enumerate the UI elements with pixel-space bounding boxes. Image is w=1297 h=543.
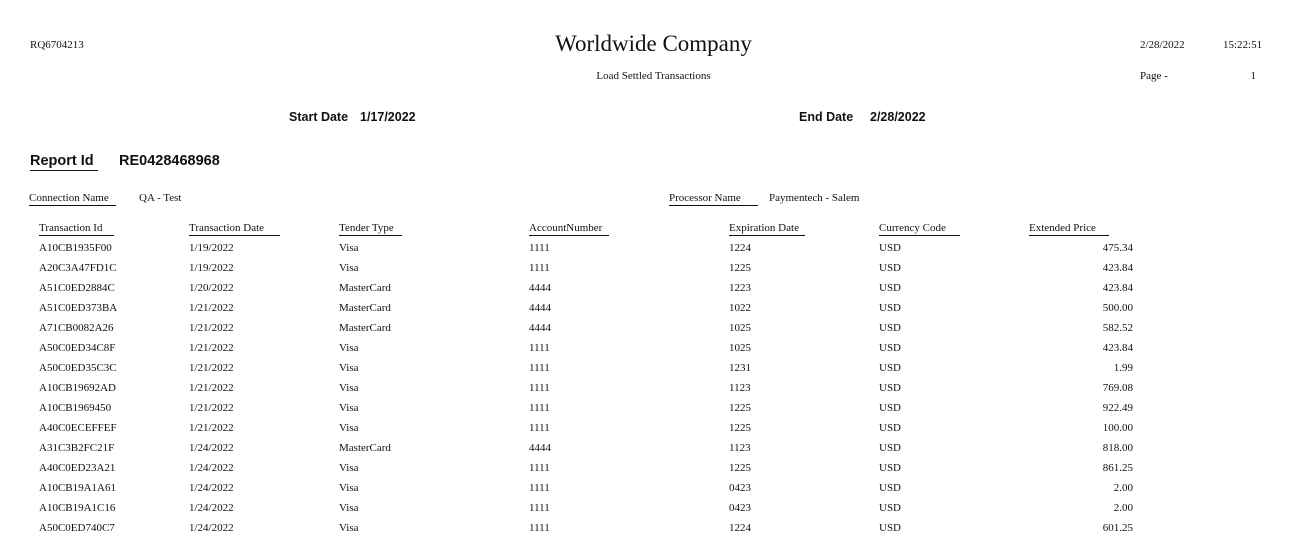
extended-price-cell: 423.84: [1102, 262, 1133, 274]
tender-type-cell: Visa: [339, 382, 359, 394]
print-date: 2/28/2022: [1140, 39, 1185, 51]
tender-type-cell: MasterCard: [339, 442, 391, 454]
account-number-cell: 4444: [529, 442, 551, 454]
column-header-transaction-id: Transaction Id: [39, 222, 114, 236]
account-number-cell: 1111: [529, 382, 550, 394]
account-number-cell: 1111: [529, 242, 550, 254]
tender-type-cell: Visa: [339, 262, 359, 274]
currency-code-cell: USD: [879, 382, 902, 394]
currency-code-cell: USD: [879, 282, 902, 294]
tender-type-cell: MasterCard: [339, 282, 391, 294]
tender-type-cell: MasterCard: [339, 322, 391, 334]
currency-code-cell: USD: [879, 362, 902, 374]
extended-price-cell: 423.84: [1102, 342, 1133, 354]
transaction-date-cell: 1/21/2022: [189, 422, 234, 434]
currency-code-cell: USD: [879, 482, 902, 494]
extended-price-cell: 100.00: [1102, 422, 1133, 434]
transaction-id-cell: A51C0ED373BA: [39, 302, 118, 314]
start-date-value: 1/17/2022: [360, 110, 416, 124]
account-number-cell: 4444: [529, 322, 551, 334]
tender-type-cell: Visa: [339, 362, 359, 374]
transaction-id-cell: A10CB1969450: [39, 402, 112, 414]
connection-name-value: QA - Test: [139, 192, 182, 204]
transaction-date-cell: 1/21/2022: [189, 322, 234, 334]
column-header-tender-type: Tender Type: [339, 222, 402, 236]
column-header-currency-code: Currency Code: [879, 222, 960, 236]
transaction-date-cell: 1/19/2022: [189, 242, 234, 254]
column-header-extended-price: Extended Price: [1029, 222, 1109, 236]
extended-price-cell: 500.00: [1102, 302, 1133, 314]
expiration-date-cell: 1123: [729, 382, 751, 394]
extended-price-cell: 769.08: [1102, 382, 1133, 394]
expiration-date-cell: 1022: [729, 302, 751, 314]
expiration-date-cell: 1025: [729, 342, 751, 354]
tender-type-cell: Visa: [339, 342, 359, 354]
column-header-account-number: AccountNumber: [529, 222, 609, 236]
tender-type-cell: Visa: [339, 242, 359, 254]
start-date-label: Start Date: [289, 110, 349, 124]
extended-price-cell: 1.99: [1113, 362, 1133, 374]
account-number-cell: 1111: [529, 342, 550, 354]
expiration-date-cell: 0423: [729, 502, 751, 514]
account-number-cell: 1111: [529, 482, 550, 494]
account-number-cell: 4444: [529, 282, 551, 294]
extended-price-cell: 475.34: [1102, 242, 1133, 254]
account-number-cell: 1111: [529, 462, 550, 474]
extended-price-cell: 861.25: [1102, 462, 1133, 474]
transaction-date-cell: 1/21/2022: [189, 342, 234, 354]
transaction-date-cell: 1/24/2022: [189, 462, 234, 474]
extended-price-cell: 423.84: [1102, 282, 1133, 294]
tender-type-cell: Visa: [339, 482, 359, 494]
tender-type-cell: Visa: [339, 462, 359, 474]
column-header-expiration-date: Expiration Date: [729, 222, 805, 236]
expiration-date-cell: 1025: [729, 322, 751, 334]
report-code: RQ6704213: [30, 39, 84, 51]
page-label: Page -: [1140, 70, 1168, 82]
currency-code-cell: USD: [879, 442, 902, 454]
expiration-date-cell: 1223: [729, 282, 751, 294]
transaction-date-cell: 1/24/2022: [189, 502, 234, 514]
report-id-label: Report Id: [30, 153, 98, 171]
account-number-cell: 1111: [529, 422, 550, 434]
tender-type-cell: Visa: [339, 402, 359, 414]
transaction-date-cell: 1/21/2022: [189, 362, 234, 374]
expiration-date-cell: 0423: [729, 482, 751, 494]
expiration-date-cell: 1231: [729, 362, 751, 374]
currency-code-cell: USD: [879, 522, 902, 534]
transaction-id-cell: A51C0ED2884C: [39, 282, 115, 294]
account-number-cell: 4444: [529, 302, 551, 314]
transaction-date-cell: 1/21/2022: [189, 302, 234, 314]
report-id-value: RE0428468968: [119, 153, 220, 169]
transaction-date-cell: 1/21/2022: [189, 402, 234, 414]
transaction-id-cell: A10CB19A1C16: [39, 502, 116, 514]
column-header-transaction-date: Transaction Date: [189, 222, 280, 236]
tender-type-cell: Visa: [339, 522, 359, 534]
expiration-date-cell: 1224: [729, 242, 751, 254]
transaction-id-cell: A20C3A47FD1C: [39, 262, 117, 274]
extended-price-cell: 601.25: [1102, 522, 1133, 534]
end-date-value: 2/28/2022: [870, 110, 926, 124]
extended-price-cell: 922.49: [1102, 402, 1133, 414]
extended-price-cell: 582.52: [1102, 322, 1133, 334]
expiration-date-cell: 1224: [729, 522, 751, 534]
account-number-cell: 1111: [529, 502, 550, 514]
tender-type-cell: Visa: [339, 422, 359, 434]
print-time: 15:22:51: [1223, 39, 1263, 51]
expiration-date-cell: 1225: [729, 402, 751, 414]
transaction-date-cell: 1/24/2022: [189, 442, 234, 454]
transaction-date-cell: 1/24/2022: [189, 522, 234, 534]
account-number-cell: 1111: [529, 402, 550, 414]
expiration-date-cell: 1225: [729, 462, 751, 474]
page-number: 1: [1250, 70, 1256, 82]
transaction-id-cell: A40C0ED23A21: [39, 462, 116, 474]
expiration-date-cell: 1123: [729, 442, 751, 454]
company-title: Worldwide Company: [555, 31, 752, 56]
processor-name-label: Processor Name: [669, 192, 758, 206]
transaction-id-cell: A50C0ED35C3C: [39, 362, 117, 374]
currency-code-cell: USD: [879, 462, 902, 474]
currency-code-cell: USD: [879, 262, 902, 274]
transaction-id-cell: A10CB1935F00: [39, 242, 112, 254]
currency-code-cell: USD: [879, 342, 902, 354]
extended-price-cell: 2.00: [1113, 502, 1133, 514]
end-date-label: End Date: [799, 110, 854, 124]
transaction-id-cell: A50C0ED34C8F: [39, 342, 116, 354]
currency-code-cell: USD: [879, 422, 902, 434]
transaction-id-cell: A31C3B2FC21F: [39, 442, 115, 454]
currency-code-cell: USD: [879, 242, 902, 254]
transaction-id-cell: A10CB19692AD: [39, 382, 117, 394]
extended-price-cell: 818.00: [1102, 442, 1133, 454]
connection-name-label: Connection Name: [29, 192, 116, 206]
extended-price-cell: 2.00: [1113, 482, 1133, 494]
transaction-id-cell: A40C0ECEFFEF: [39, 422, 117, 434]
account-number-cell: 1111: [529, 262, 550, 274]
expiration-date-cell: 1225: [729, 262, 751, 274]
transaction-id-cell: A50C0ED740C7: [39, 522, 115, 534]
currency-code-cell: USD: [879, 302, 902, 314]
transaction-date-cell: 1/19/2022: [189, 262, 234, 274]
report-subtitle: Load Settled Transactions: [596, 70, 711, 82]
expiration-date-cell: 1225: [729, 422, 751, 434]
account-number-cell: 1111: [529, 362, 550, 374]
transaction-date-cell: 1/21/2022: [189, 382, 234, 394]
currency-code-cell: USD: [879, 502, 902, 514]
account-number-cell: 1111: [529, 522, 550, 534]
transaction-id-cell: A71CB0082A26: [39, 322, 114, 334]
tender-type-cell: MasterCard: [339, 302, 391, 314]
transaction-date-cell: 1/24/2022: [189, 482, 234, 494]
tender-type-cell: Visa: [339, 502, 359, 514]
currency-code-cell: USD: [879, 402, 902, 414]
currency-code-cell: USD: [879, 322, 902, 334]
transaction-id-cell: A10CB19A1A61: [39, 482, 117, 494]
processor-name-value: Paymentech - Salem: [769, 192, 860, 204]
transaction-date-cell: 1/20/2022: [189, 282, 234, 294]
